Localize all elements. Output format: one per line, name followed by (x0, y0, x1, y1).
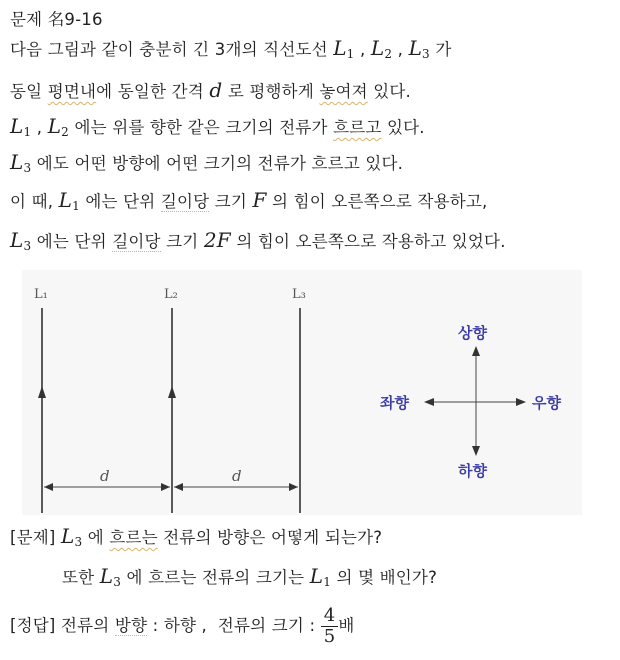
statement-line-1: 다음 그림과 같이 충분히 긴 3개의 직선도선 $L_1$ , $L_2$ , $L_3$ 가 (10, 36, 452, 61)
wire-label-L1: L₁ (34, 287, 48, 302)
statement-line-2: 동일 평면내에 동일한 간격 d 로 평행하게 놓여져 있다. (10, 78, 412, 102)
statement-line-5: 이 때, $L_1$ 에는 단위 길이당 크기 F 의 힘이 오른쪽으로 작용하고, (10, 188, 488, 213)
compass-down-label: 하향 (458, 462, 487, 480)
spacing-label-1: d (100, 467, 110, 485)
statement-line-4: $L_3$ 에도 어떤 방향에 어떤 크기의 전류가 흐르고 있다. (10, 150, 404, 175)
compass-right-label: 우향 (532, 394, 561, 412)
problem-id: 문제 名9-16 (10, 10, 103, 29)
answer-line: [정답] 전류의 방향 : 하향 , 전류의 크기 : $\frac{4}{5}$ 배 (10, 605, 355, 647)
fraction-denominator: 5 (323, 626, 336, 647)
wire-label-L3: L₃ (292, 287, 306, 302)
answer-fraction (321, 606, 339, 647)
statement-line-6: $L_3$ 에는 단위 길이당 크기 2F 의 힘이 오른쪽으로 작용하고 있었다. (10, 228, 506, 253)
wire-label-L2: L₂ (164, 287, 178, 302)
question-line-1: [문제] $L_3$ 에 흐르는 전류의 방향은 어떻게 되는가? (10, 524, 383, 549)
wire-figure (0, 270, 620, 515)
spacing-label-2: d (232, 467, 242, 485)
fraction-numerator: 4 (321, 606, 339, 627)
compass-up-label: 상향 (458, 324, 487, 342)
statement-line-3: $L_1$ , $L_2$ 에는 위를 향한 같은 크기의 전류가 흐르고 있다. (10, 114, 425, 139)
question-line-2: 또한 $L_3$ 에 흐르는 전류의 크기는 $L_1$ 의 몇 배인가? (62, 564, 438, 589)
compass-left-label: 좌향 (380, 394, 409, 412)
